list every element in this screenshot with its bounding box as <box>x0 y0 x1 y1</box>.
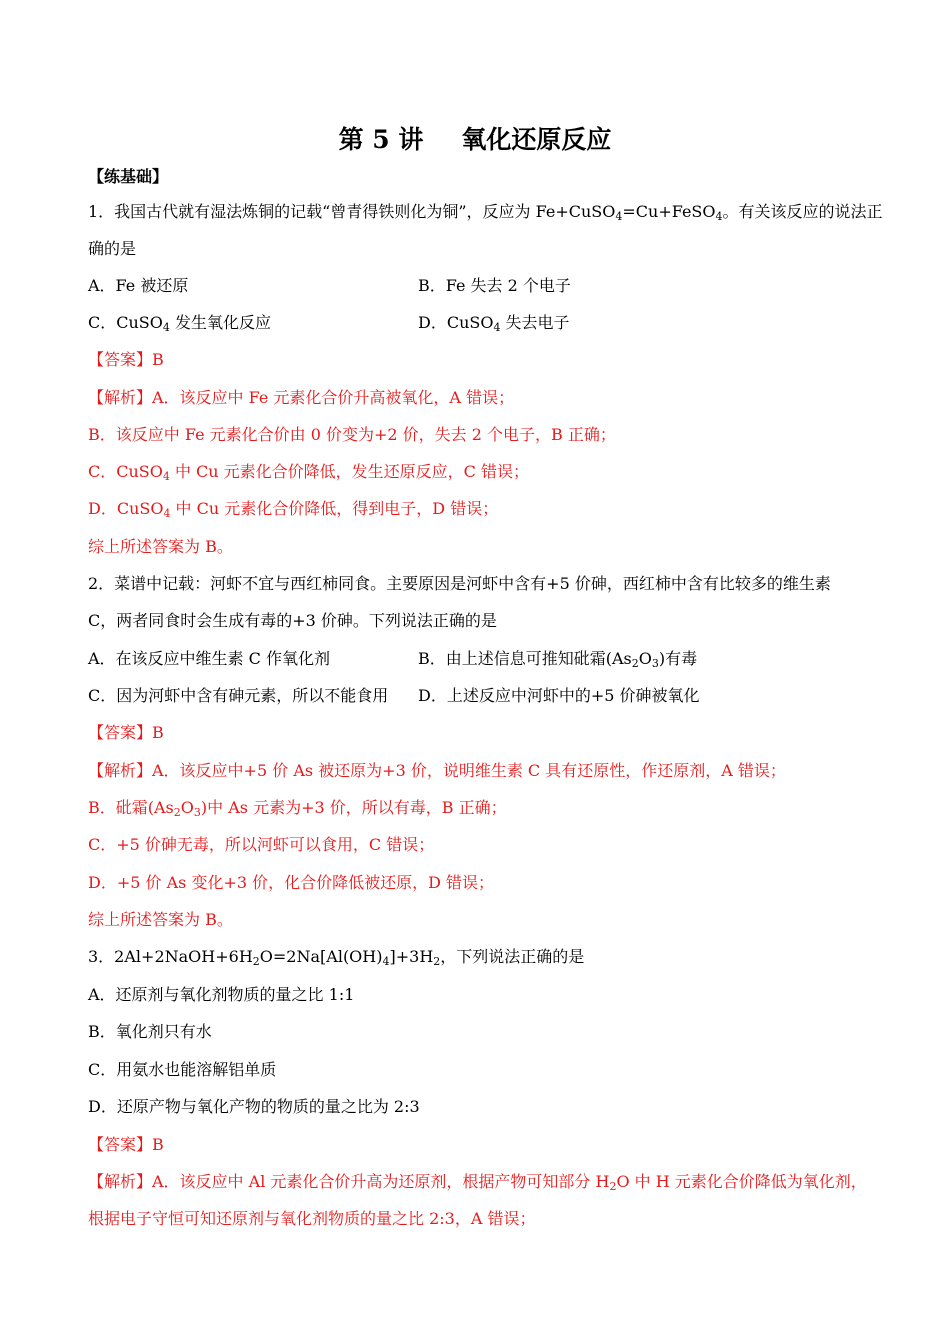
q3-option-d: D．还原产物与氧化产物的物质的量之比为 2:3 <box>88 1097 420 1116</box>
q1-option-a: A．Fe 被还原 <box>88 276 189 295</box>
q3-answer: 【答案】B <box>88 1135 164 1154</box>
q2-explanation-b: B．砒霜$(As_2O_3)$中 As 元素为+3 价，所以有毒，B 正确； <box>88 798 507 819</box>
q2-stem-line2: C，两者同食时会生成有毒的+3 价砷。下列说法正确的是 <box>88 611 497 630</box>
q2-answer: 【答案】B <box>88 723 164 742</box>
q3-explanation-a: 【解析】A．该反应中 Al 元素化合价升高为还原剂，根据产物可知部分 $H_2O$ 中 H 元素化合价降低为氧化剂， <box>88 1172 867 1193</box>
q1-answer: 【答案】B <box>88 350 164 369</box>
q2-explanation-d: D．+5 价 As 变化+3 价，化合价降低被还原，D 错误； <box>88 873 495 892</box>
q1-stem: 1．我国古代就有湿法炼铜的记载“曾青得铁则化为铜”，反应为 Fe+CuSO$_4$=Cu+FeSO$_4$。有关该反应的说法正 <box>88 202 883 223</box>
section-heading: 【练基础】 <box>88 167 169 186</box>
q3-option-a: A．还原剂与氧化剂物质的量之比 1:1 <box>88 985 355 1004</box>
q1-option-c: C．CuSO$_4$ 发生氧化反应 <box>88 313 271 334</box>
q3-option-c: C．用氨水也能溶解铝单质 <box>88 1060 277 1079</box>
q2-option-c: C．因为河虾中含有砷元素，所以不能食用 <box>88 686 389 705</box>
lecture-number: 第 5 讲 <box>338 125 424 154</box>
q2-stem: 2．菜谱中记载：河虾不宜与西红柿同食。主要原因是河虾中含有+5 价砷，西红柿中含有比较多的维生素 <box>88 574 831 593</box>
q2-summary: 综上所述答案为 B。 <box>88 910 233 929</box>
q2-explanation-c: C．+5 价砷无毒，所以河虾可以食用，C 错误； <box>88 835 435 854</box>
q3-stem: 3．$2Al+2NaOH+6H_2O=2Na[Al(OH)_4]+3H_2$，下列说法正确的是 <box>88 947 585 968</box>
q3-explanation-a-cont: 根据电子守恒可知还原剂与氧化剂物质的量之比 2:3，A 错误； <box>88 1209 536 1228</box>
page-title <box>0 120 950 156</box>
q2-option-b: B．由上述信息可推知砒霜$(As_2O_3)$有毒 <box>418 649 698 670</box>
q1-option-d: D．CuSO$_4$ 失去电子 <box>418 313 570 334</box>
q1-stem-line2: 确的是 <box>88 239 137 258</box>
q2-explanation-a: 【解析】A．该反应中+5 价 As 被还原为+3 价，说明维生素 C 具有还原性，作还原剂，A 错误； <box>88 761 786 780</box>
q3-option-b: B．氧化剂只有水 <box>88 1022 212 1041</box>
lecture-title: 氧化还原反应 <box>461 125 612 154</box>
q1-option-b: B．Fe 失去 2 个电子 <box>418 276 571 295</box>
q1-summary: 综上所述答案为 B。 <box>88 537 233 556</box>
q1-explanation-a: 【解析】A．该反应中 Fe 元素化合价升高被氧化，A 错误； <box>88 388 515 407</box>
q2-option-d: D．上述反应中河虾中的+5 价砷被氧化 <box>418 686 700 705</box>
q1-explanation-c: C．CuSO$_4$ 中 Cu 元素化合价降低，发生还原反应，C 错误； <box>88 462 530 483</box>
q1-explanation-b: B．该反应中 Fe 元素化合价由 0 价变为+2 价，失去 2 个电子，B 正确； <box>88 425 616 444</box>
q1-explanation-d: D．CuSO$_4$ 中 Cu 元素化合价降低，得到电子，D 错误； <box>88 499 499 520</box>
q2-option-a: A．在该反应中维生素 C 作氧化剂 <box>88 649 330 668</box>
